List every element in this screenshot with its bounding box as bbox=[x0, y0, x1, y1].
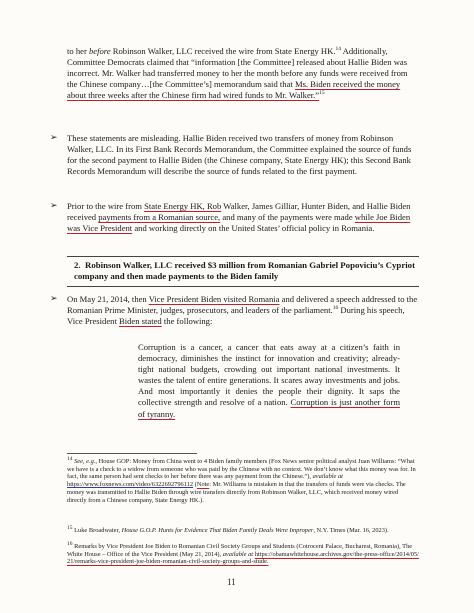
footnote-14 bbox=[67, 455, 419, 504]
underlined-tyranny: Corruption is just another form of tyranny. bbox=[138, 397, 401, 419]
heading-bottom-rule bbox=[67, 286, 419, 287]
paragraph-intro bbox=[67, 46, 419, 101]
text-run: Robinson Walker, LLC received the wire from State Energy HK. bbox=[110, 46, 336, 56]
text-run: Prior to the wire from bbox=[67, 201, 145, 211]
arrow-bullet-icon: ➢ bbox=[50, 133, 58, 143]
footnote-ref-14[interactable]: 14 bbox=[335, 46, 341, 53]
footnote-number: 14 bbox=[67, 455, 73, 462]
emphasis-available-at: available at bbox=[222, 550, 254, 558]
text-run: Remarks by Vice President Joe Biden to Romanian Civil Society Groups and Students (Cotroceni Palace, Bucharest, Romania), The White House – Office of the Vice President (May 21, 2014), bbox=[67, 543, 413, 558]
text-run: During his speech, Vice President bbox=[67, 305, 405, 327]
footnote-separator bbox=[67, 453, 197, 454]
text-run: and delivered a speech addressed to the Romanian Prime Minister, judges, prosecutors, and leaders of the parliament. bbox=[67, 294, 418, 316]
footnote-ref-16[interactable]: 16 bbox=[332, 305, 339, 312]
footnote-number: 15 bbox=[67, 524, 73, 531]
text-run: ( bbox=[193, 481, 197, 489]
text-run: and many of the payments were made bbox=[220, 212, 355, 223]
emphasis-available-at: available at bbox=[312, 473, 343, 481]
text-run: to her bbox=[67, 46, 89, 56]
underlined-state-energy: State Energy HK, Rob bbox=[144, 201, 222, 211]
article-title: House G.O.P. Hunts for Evidence That Biden Family Deals Were Improper bbox=[121, 527, 314, 534]
text-run: Luke Broadwater, bbox=[72, 527, 122, 534]
text-run: On May 21, 2014, then bbox=[67, 294, 149, 304]
section-title: Robinson Walker, LLC received $3 million from Romanian Gabriel Popoviciu’s Cypriot company and then made payments to the Biden family bbox=[74, 260, 415, 282]
arrow-bullet-icon: ➢ bbox=[50, 294, 58, 304]
arrow-bullet-icon: ➢ bbox=[50, 201, 58, 211]
text-run: , N.Y. Times (Mar. 16, 2023). bbox=[313, 527, 389, 534]
footnote-number: 16 bbox=[67, 540, 73, 547]
underlined-romanian-source: payments from a Romanian source, bbox=[98, 212, 221, 223]
section-heading bbox=[74, 260, 419, 283]
section-number: 2. bbox=[74, 260, 81, 270]
text-run: , House GOP: Money from China went to 4 Biden family members (Fox News senior political analyst Juan Williams: “What we have is a check to a widow from someone who was paid by the Chinese with no context. We don’t know what this money was for. In fact, the same person had sent checks to her before there was any payment from the Chinese.”), bbox=[67, 458, 416, 481]
text-run: : Mr. Williams is mistaken in that the transfers of funds were via checks. The money was transmitted to Hallie Biden through wire transfers directly from Robinson Walker, LLC, which received money wired directly from a Chinese company, State Energy HK.). bbox=[67, 481, 406, 504]
text-run: the following: bbox=[161, 316, 213, 327]
underlined-visit-romania: Vice President Biden visited Romania bbox=[148, 294, 280, 304]
text-run: Additionally, Committee Democrats claimed that “information [the Committee] released about Hallie Biden was incorrect. Mr. Walker had transferred money to her the month before any funds were received from the Chinese company…[the Committee’s] memorandum said that bbox=[67, 46, 408, 90]
emphasis-see-eg: See, e.g. bbox=[74, 458, 96, 465]
bullet-may-21-visit bbox=[67, 294, 419, 327]
bullet-prior-to-wire bbox=[67, 201, 419, 234]
quote-text: Corruption is a cancer, a cancer that eats away at a citizen’s faith in democracy, diminishes the instinct for innovation and creativity; already-tight national budgets, crowding out important national investments. It wastes the talent of entire generations. It scares away investments and jobs. And most importantly it denies the people their dignity. It saps the collective strength and resolve of a nation. bbox=[138, 342, 400, 408]
footnote-15 bbox=[67, 524, 419, 535]
whitehouse-archive-link[interactable]: https://obamawhitehouse.archives.gov/the-press-office/2014/05/21/remarks-vice-president-joe-biden-romanian-civil-society-groups-and-stude. bbox=[67, 550, 419, 566]
foxnews-video-link[interactable]: https://www.foxnews.com/video/6322692796112 bbox=[67, 481, 194, 489]
underlined-note: Note bbox=[196, 481, 210, 489]
text-run: These statements are misleading. Hallie Biden received two transfers of money from Robinson Walker, LLC. In its First Bank Records Memorandum, the Committee explained the source of funds for the second payment to Hallie Biden (the Chinese company, State Energy HK); this Second Bank Records Memorandum will describe the source of funds related to the first payment. bbox=[67, 133, 412, 177]
underlined-vice-president: while Joe Biden was Vice President bbox=[67, 212, 411, 234]
footnote-16 bbox=[67, 540, 419, 566]
underlined-quote: Ms. Biden received the money about three weeks after the Chinese firm had wired funds to Mr. Walker.” bbox=[67, 79, 401, 101]
bullet-statements-misleading bbox=[67, 133, 419, 177]
underlined-biden-stated: Biden stated bbox=[119, 316, 162, 327]
emphasis-before: before bbox=[88, 46, 111, 56]
heading-top-rule bbox=[67, 256, 419, 257]
footnote-ref-15[interactable]: 15 bbox=[319, 90, 325, 97]
block-quote bbox=[138, 342, 400, 420]
page-number: 11 bbox=[227, 577, 236, 587]
text-run: and working directly on the United States’ official policy in Romania. bbox=[132, 223, 375, 234]
text-run: Walker, James Gilliar, Hunter Biden, and Hallie Biden received bbox=[67, 201, 411, 223]
